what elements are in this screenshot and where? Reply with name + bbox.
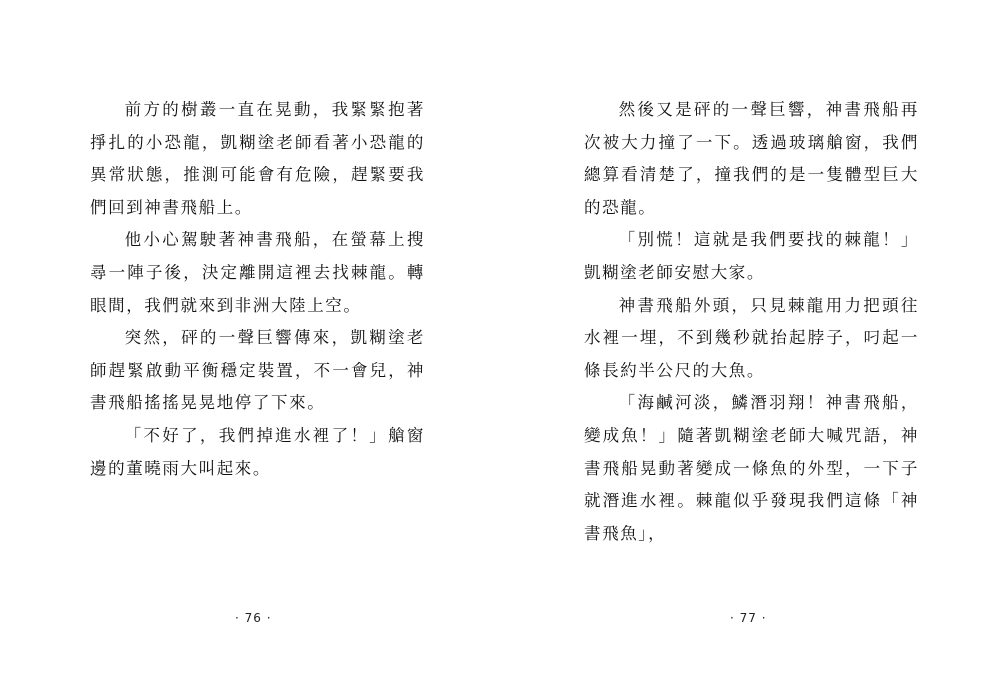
left-paragraph-3: 突然，砰的一聲巨響傳來，凱糊塗老師趕緊啟動平衡穩定裝置，不一會兒，神書飛船搖搖晃晃地停了下來。 <box>90 328 425 413</box>
left-page <box>90 94 425 485</box>
right-page <box>584 94 919 550</box>
right-paragraph-4: 「海鹹河淡，鱗潛羽翔！神書飛船，變成魚！」隨著凱糊塗老師大喊咒語，神書飛船晃動著變成一條魚的外型，一下子就潛進水裡。棘龍似乎發現我們這條「神書飛魚」， <box>584 393 919 543</box>
right-paragraph-2: 「別慌！這就是我們要找的棘龍！」凱糊塗老師安慰大家。 <box>584 230 919 282</box>
left-paragraph-4: 「不好了，我們掉進水裡了！」艙窗邊的董曉雨大叫起來。 <box>90 425 425 478</box>
left-paragraph-1: 前方的樹叢一直在晃動，我緊緊抱著掙扎的小恐龍，凱糊塗老師看著小恐龍的異常狀態，推測可能會有危險，趕緊要我們回到神書飛船上。 <box>90 100 425 217</box>
page-number-left: · 76 · <box>235 611 272 625</box>
page-number-right: · 77 · <box>730 611 767 625</box>
right-paragraph-3: 神書飛船外頭，只見棘龍用力把頭往水裡一埋，不到幾秒就抬起脖子，叼起一條長約半公尺的大魚。 <box>584 295 919 380</box>
right-paragraph-1: 然後又是砰的一聲巨響，神書飛船再次被大力撞了一下。透過玻璃艙窗，我們總算看清楚了，撞我們的是一隻體型巨大的恐龍。 <box>584 100 919 217</box>
left-paragraph-2: 他小心駕駛著神書飛船，在螢幕上搜尋一陣子後，決定離開這裡去找棘龍。轉眼間，我們就來到非洲大陸上空。 <box>90 230 425 315</box>
